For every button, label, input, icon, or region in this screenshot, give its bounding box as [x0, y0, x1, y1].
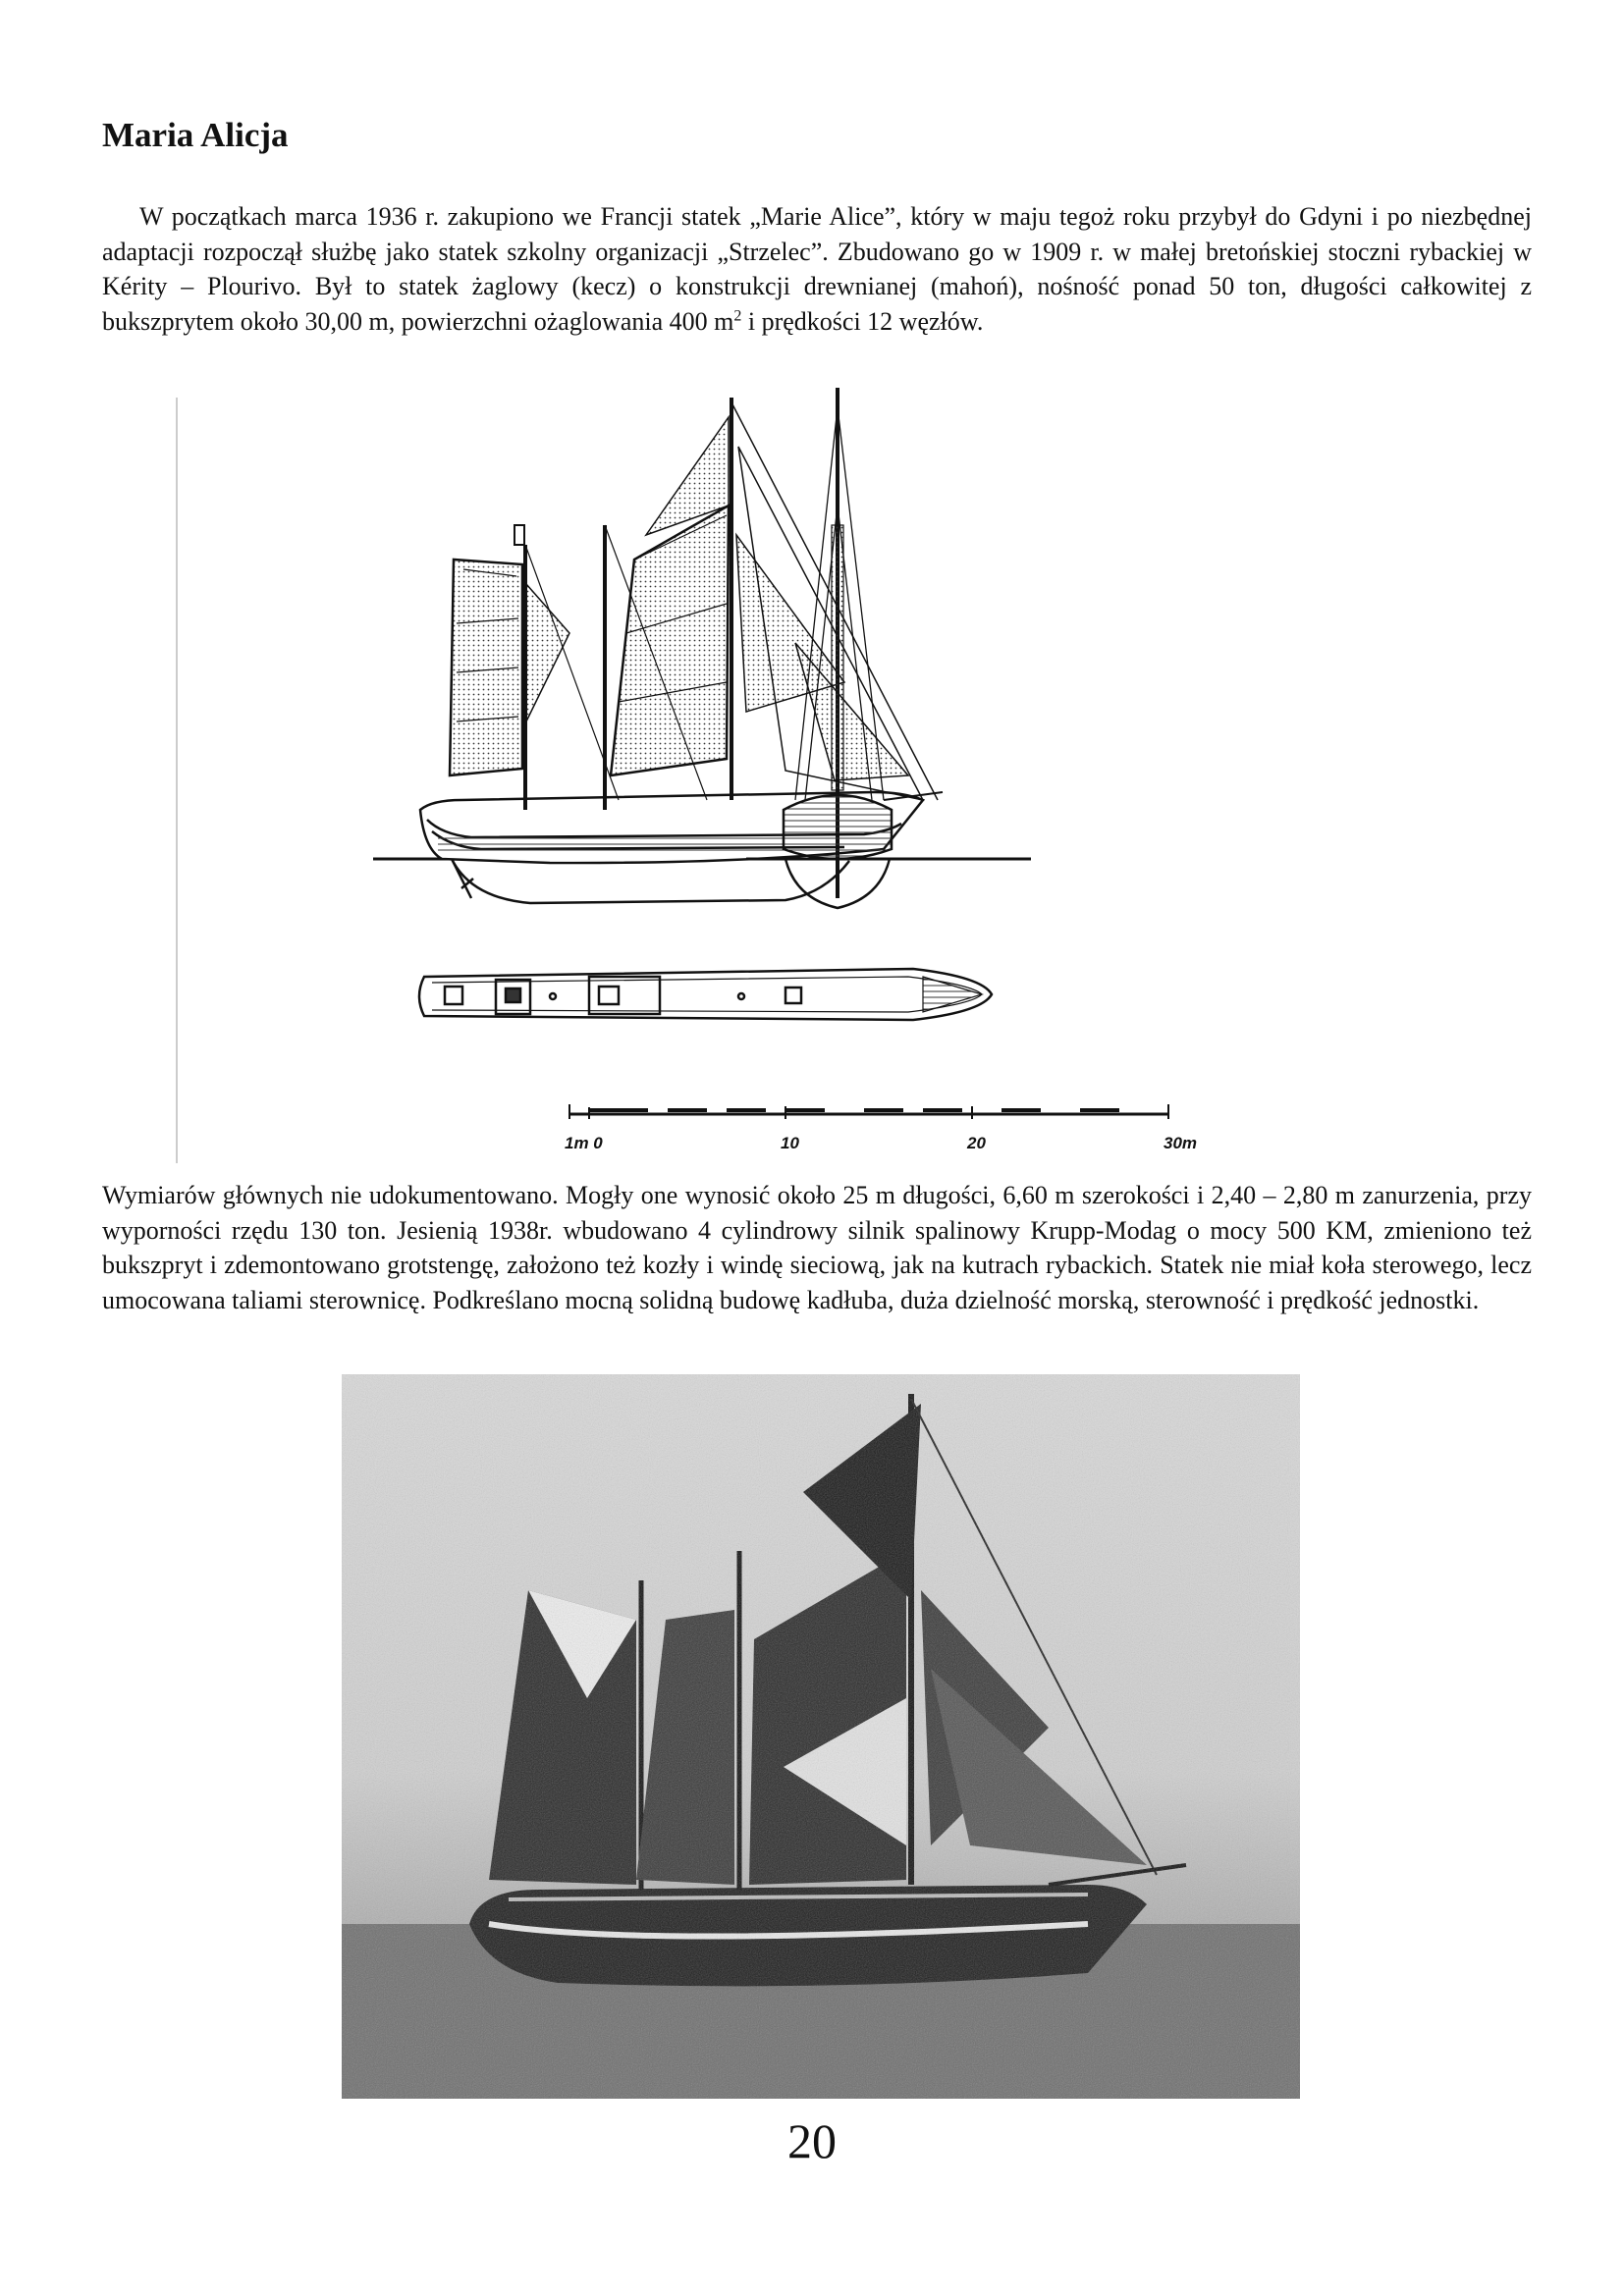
- scale-label-30: 30m: [1164, 1134, 1198, 1152]
- intro-text: W początkach marca 1936 r. zakupiono we Francji statek „Marie Alice”, który w maju tegoż roku przybył do Gdyni i po niezbędnej adaptacji rozpoczął służbę jako statek szkolny organizacji „Strzelec”. Zbudowano go w 1909 r. w małej bretońskiej stoczni rybackiej w Kérity – Plourivo. Był to statek żaglowy (kecz) o konstrukcji drewnianej (mahoń), nośność ponad 50 ton, długości całkowitej z bukszprytem około 30,00 m, powierzchni ożaglowania 400 m: [102, 202, 1532, 336]
- scale-label-10: 10: [781, 1134, 799, 1152]
- ship-technical-drawing: [157, 388, 1257, 1163]
- scale-label-20: 20: [967, 1134, 986, 1152]
- scale-label-0: 1m 0: [565, 1134, 603, 1152]
- page-number: 20: [787, 2113, 837, 2168]
- dimensions-paragraph: Wymiarów głównych nie udokumentowano. Mogły one wynosić około 25 m długości, 6,60 m szerokości i 2,40 – 2,80 m zanurzenia, przy wyporności rzędu 130 ton. Jesienią 1938r. wbudowano 4 cylindrowy silnik spalinowy Krupp-Modag o mocy 500 KM, zmieniono też bukszpryt i zdemontowano grotstengę, założono też kozły i windę sieciową, jak na kutrach rybackich. Statek nie miał koła sterowego, lecz umocowana taliami sterownicę. Podkreślano mocną solidną budowę kadłuba, duża dzielność morską, sterowność i prędkość jednostki.: [102, 1181, 1532, 1314]
- intro-text-end: i prędkości 12 węzłów.: [741, 306, 984, 336]
- intro-paragraph: [102, 199, 1532, 339]
- ship-photograph: [342, 1374, 1300, 2099]
- side-view: [373, 398, 1031, 903]
- top-view: [419, 969, 992, 1020]
- page-title: Maria Alicja: [102, 116, 289, 154]
- scale-bar: [569, 1104, 1168, 1119]
- superscript: 2: [733, 306, 742, 324]
